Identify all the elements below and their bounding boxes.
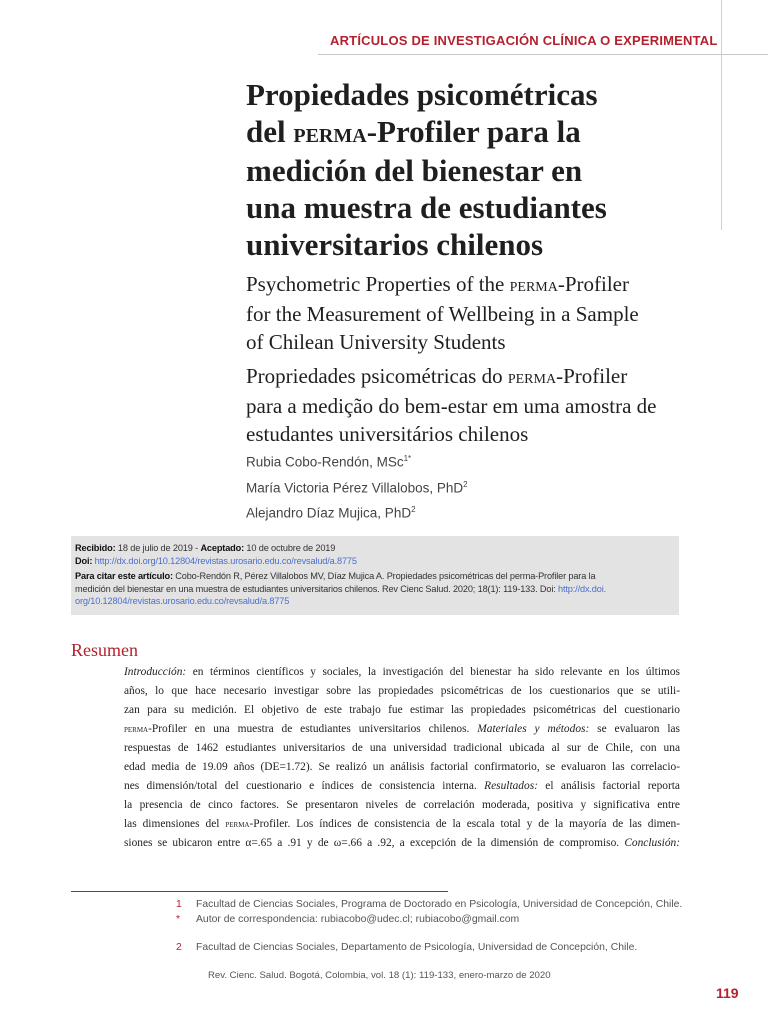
header-vertical-rule	[721, 0, 722, 230]
article-info-box: Recibido: 18 de julio de 2019 - Aceptado: 10 de octubre de 2019 Doi: http://dx.doi.org/10.12804/revistas.urosario.edu.co/revsalud/a.8775 Para citar este artículo: Cobo-Rendón R, Pérez Villalobos MV, Díaz Mujica A. Propiedades psicométricas del perma-Profiler para la medición del bienestar en una muestra de estudiantes universitarios chilenos. Rev Cienc Salud. 2020; 18(1): 119-133. Doi: http://dx.doi. org/10.12804/revistas.urosario.edu.co/revsalud/a.8775	[71, 536, 679, 615]
author-item: Alejandro Díaz Mujica, PhD$^2$	[246, 505, 416, 521]
footnote-item: 1 Facultad de Ciencias Sociales, Programa de Doctorado en Psicología, Universidad de Concepción, Chile.	[176, 899, 683, 910]
page-number: 119	[716, 985, 739, 1001]
footnote-item: 2 Facultad de Ciencias Sociales, Departamento de Psicología, Universidad de Concepción, Chile.	[176, 942, 638, 953]
footnote-item: * Autor de correspondencia: rubiacobo@udec.cl; rubiacobo@gmail.com	[176, 914, 520, 925]
footnotes	[176, 897, 696, 955]
title-es-line-1: Propiedades psicométricas	[246, 77, 598, 112]
citation-doi-link[interactable]: http://dx.doi.	[558, 583, 606, 594]
resumen-heading: Resumen	[71, 640, 138, 660]
author-item: María Victoria Pérez Villalobos, PhD$^2$	[246, 479, 468, 495]
abstract-body: Introducción: en términos científicos y sociales, la investigación del bienestar ha sido relevante en los últimos años, lo que hace necesario investigar sobre las propiedades psicométricas de los cuestionarios que se utili- zan para su medición. El objetivo de este trabajo fue estimar las propiedades psicométricas del cuestionario perma-Profiler en una muestra de estudiantes universitarios chilenos. Materiales y métodos: se evaluaron las respuestas de 1462 estudiantes universitarios de una universidad tradicional ubicada al sur de Chile, con una edad media de 19.09 años (DE=1.72). Se realizó un análisis factorial confirmatorio, se evaluaron las correlacio- nes dimensión/total del cuestionario e índices de consistencia interna. Resultados: el análisis factorial reporta la presencia de cinco factores. Se presentaron niveles de correlación moderada, positiva y significativa entre las dimensiones del perma-Profiler. Los índices de consistencia de la escala total y de la mayoría de las dimen- siones se ubicaron entre α=.65 a .91 y de ω=.66 a .92, a excepción de la dimensión de compromiso. Conclusión:	[124, 666, 680, 849]
section-label: ARTÍCULOS DE INVESTIGACIÓN CLÍNICA O EXPERIMENTAL	[330, 33, 718, 48]
perma-smallcaps: perma	[293, 118, 367, 149]
title-english: Psychometric Properties of the perma-Profiler for the Measurement of Wellbeing in a Sample of Chilean University Students	[246, 272, 639, 354]
journal-reference: Rev. Cienc. Salud. Bogotá, Colombia, vol. 18 (1): 119-133, enero-marzo de 2020	[208, 970, 551, 981]
title-portuguese: Propriedades psicométricas do perma-Profiler para a medição do bem-estar em uma amostra de estudantes universitários chilenos	[246, 364, 657, 446]
author-item: Rubia Cobo-Rendón, MSc$^{1*}$	[246, 454, 412, 470]
doi-link[interactable]: http://dx.doi.org/10.12804/revistas.urosario.edu.co/revsalud/a.8775	[92, 555, 357, 566]
author-list	[246, 448, 716, 525]
title-spanish: Propiedades psicométricas del perma-Profiler para la medición del bienestar en una muestra de estudiantes universitarios chilenos	[246, 77, 607, 262]
footnote-rule	[71, 891, 448, 892]
citation-doi-link-cont[interactable]: org/10.12804/revistas.urosario.edu.co/revsalud/a.8775	[75, 596, 290, 607]
header-rule	[318, 54, 768, 55]
